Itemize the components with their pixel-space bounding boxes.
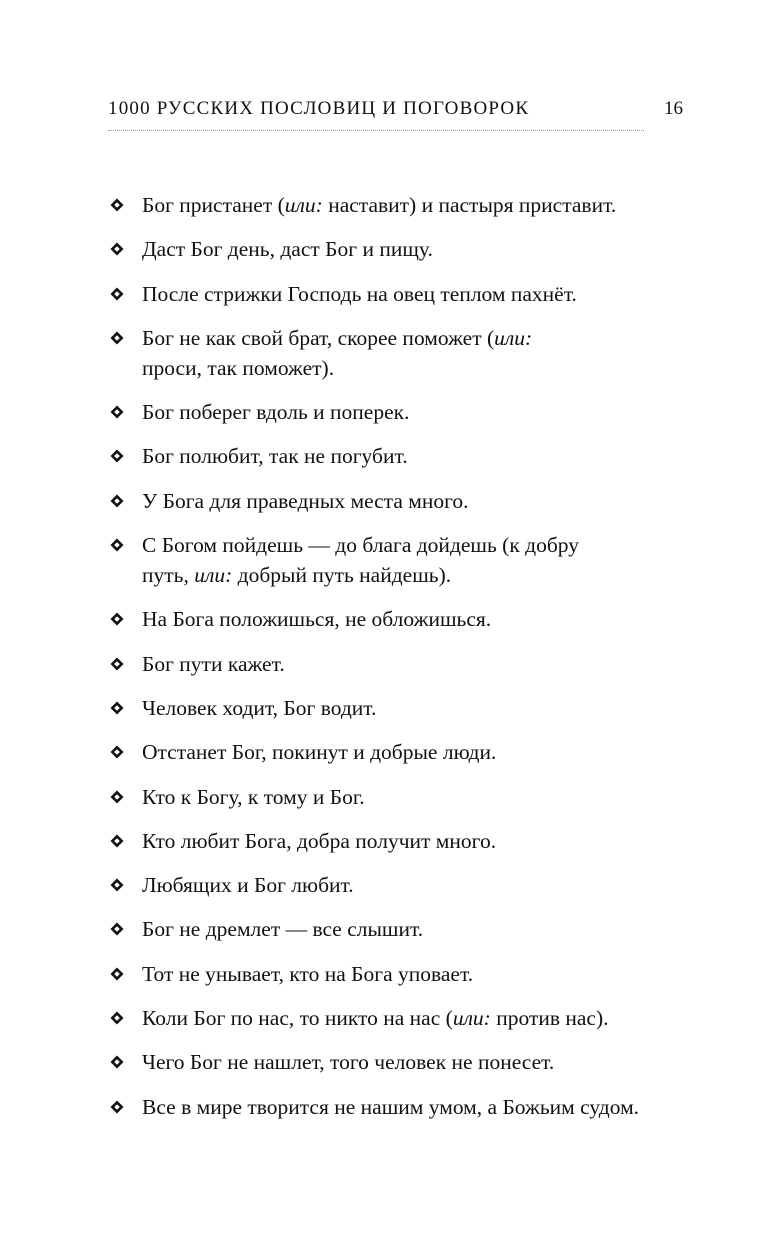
proverb-item [108, 693, 698, 723]
proverb-text: Бог поберег вдоль и поперек. [142, 400, 410, 425]
diamond-bullet-icon [110, 449, 124, 463]
proverb-text: Чего Бог не нашлет, того человек не понесет. [142, 1050, 555, 1075]
page-number: 16 [664, 98, 683, 119]
proverb-line [142, 870, 698, 900]
italic-note: или: [194, 563, 233, 588]
proverb-line [142, 441, 698, 471]
proverb-text: После стрижки Господь на овец теплом пахнёт. [142, 281, 577, 306]
proverb-text: Коли Бог по нас, то никто на нас ( [142, 1006, 453, 1031]
proverb-text: проси, так поможет). [142, 355, 335, 380]
diamond-bullet-icon [110, 967, 124, 981]
proverb-text: Бог пути кажет. [142, 651, 285, 676]
proverb-item [108, 530, 698, 590]
proverb-text: добрый путь найдешь). [232, 563, 452, 588]
proverb-item [108, 1047, 698, 1077]
diamond-bullet-icon [110, 612, 124, 626]
diamond-bullet-icon [110, 922, 124, 936]
proverb-text: Даст Бог день, даст Бог и пищу. [142, 237, 433, 262]
proverb-line [142, 914, 698, 944]
proverb-line [142, 279, 698, 309]
diamond-bullet-icon [110, 657, 124, 671]
proverb-text: против нас). [490, 1006, 609, 1031]
diamond-bullet-icon [110, 494, 124, 508]
proverb-item [108, 737, 698, 767]
proverb-text: Кто любит Бога, добра получит много. [142, 828, 497, 853]
proverb-line [142, 1047, 698, 1077]
proverb-line [142, 604, 698, 634]
proverb-item [108, 234, 698, 264]
diamond-bullet-icon [110, 790, 124, 804]
diamond-bullet-icon [110, 242, 124, 256]
proverb-item [108, 782, 698, 812]
proverb-text: Бог полюбит, так не погубит. [142, 444, 408, 469]
diamond-bullet-icon [110, 1100, 124, 1114]
proverb-line [142, 782, 698, 812]
italic-note: или: [452, 1006, 491, 1031]
proverb-item [108, 604, 698, 634]
proverb-text: путь, [142, 563, 195, 588]
diamond-bullet-icon [110, 745, 124, 759]
diamond-bullet-icon [110, 198, 124, 212]
proverb-line [142, 530, 698, 560]
proverb-item [108, 190, 698, 220]
proverb-line [142, 323, 698, 353]
proverb-text: С Богом пойдешь — до блага дойдешь (к добру [142, 533, 579, 558]
proverb-text: Отстанет Бог, покинут и добрые люди. [142, 740, 497, 765]
proverb-line [142, 1003, 698, 1033]
proverb-text: наставит) и пастыря приставит. [322, 193, 617, 217]
diamond-bullet-icon [110, 1055, 124, 1069]
diamond-bullet-icon [110, 538, 124, 552]
proverb-item [108, 441, 698, 471]
proverb-text: Бог не дремлет — все слышит. [142, 917, 424, 942]
proverb-text: У Бога для праведных места много. [142, 488, 469, 513]
proverb-text: Человек ходит, Бог водит. [142, 695, 377, 720]
diamond-bullet-icon [110, 701, 124, 715]
proverb-item [108, 959, 698, 989]
proverb-item [108, 826, 698, 856]
header-divider [108, 130, 644, 131]
proverb-line [142, 353, 698, 383]
proverb-line [142, 826, 698, 856]
proverb-line [142, 397, 698, 427]
diamond-bullet-icon [110, 287, 124, 301]
proverb-text: Кто к Богу, к тому и Бог. [142, 784, 365, 809]
diamond-bullet-icon [110, 878, 124, 892]
diamond-bullet-icon [110, 834, 124, 848]
proverb-item [108, 914, 698, 944]
proverb-text: Бог пристанет ( [142, 193, 285, 217]
proverb-item [108, 1003, 698, 1033]
book-title: 1000 РУССКИХ ПОСЛОВИЦ И ПОГОВОРОК [108, 98, 530, 119]
proverb-list [108, 190, 698, 1136]
proverb-item [108, 323, 698, 383]
proverb-item [108, 870, 698, 900]
proverb-item [108, 649, 698, 679]
diamond-bullet-icon [110, 1011, 124, 1025]
proverb-text: Все в мире творится не нашим умом, а Божьим судом. [142, 1094, 640, 1119]
proverb-text: Бог не как свой брат, скорее поможет ( [142, 325, 495, 350]
proverb-line [142, 234, 698, 264]
proverb-item [108, 486, 698, 516]
diamond-bullet-icon [110, 405, 124, 419]
proverb-text: Любящих и Бог любит. [142, 873, 354, 898]
proverb-line [142, 959, 698, 989]
proverb-item [108, 1092, 698, 1122]
proverb-line [142, 486, 698, 516]
proverb-text: На Бога положишься, не обложишься. [142, 607, 492, 632]
proverb-line [142, 737, 698, 767]
proverb-line [142, 649, 698, 679]
running-header [108, 98, 683, 126]
proverb-line [142, 693, 698, 723]
proverb-line [142, 560, 698, 590]
italic-note: или: [494, 325, 533, 350]
proverb-line [142, 1092, 698, 1122]
proverb-item [108, 397, 698, 427]
proverb-item [108, 279, 698, 309]
italic-note: или: [284, 193, 323, 217]
diamond-bullet-icon [110, 331, 124, 345]
proverb-line [142, 190, 698, 220]
proverb-text: Тот не унывает, кто на Бога уповает. [142, 961, 474, 986]
